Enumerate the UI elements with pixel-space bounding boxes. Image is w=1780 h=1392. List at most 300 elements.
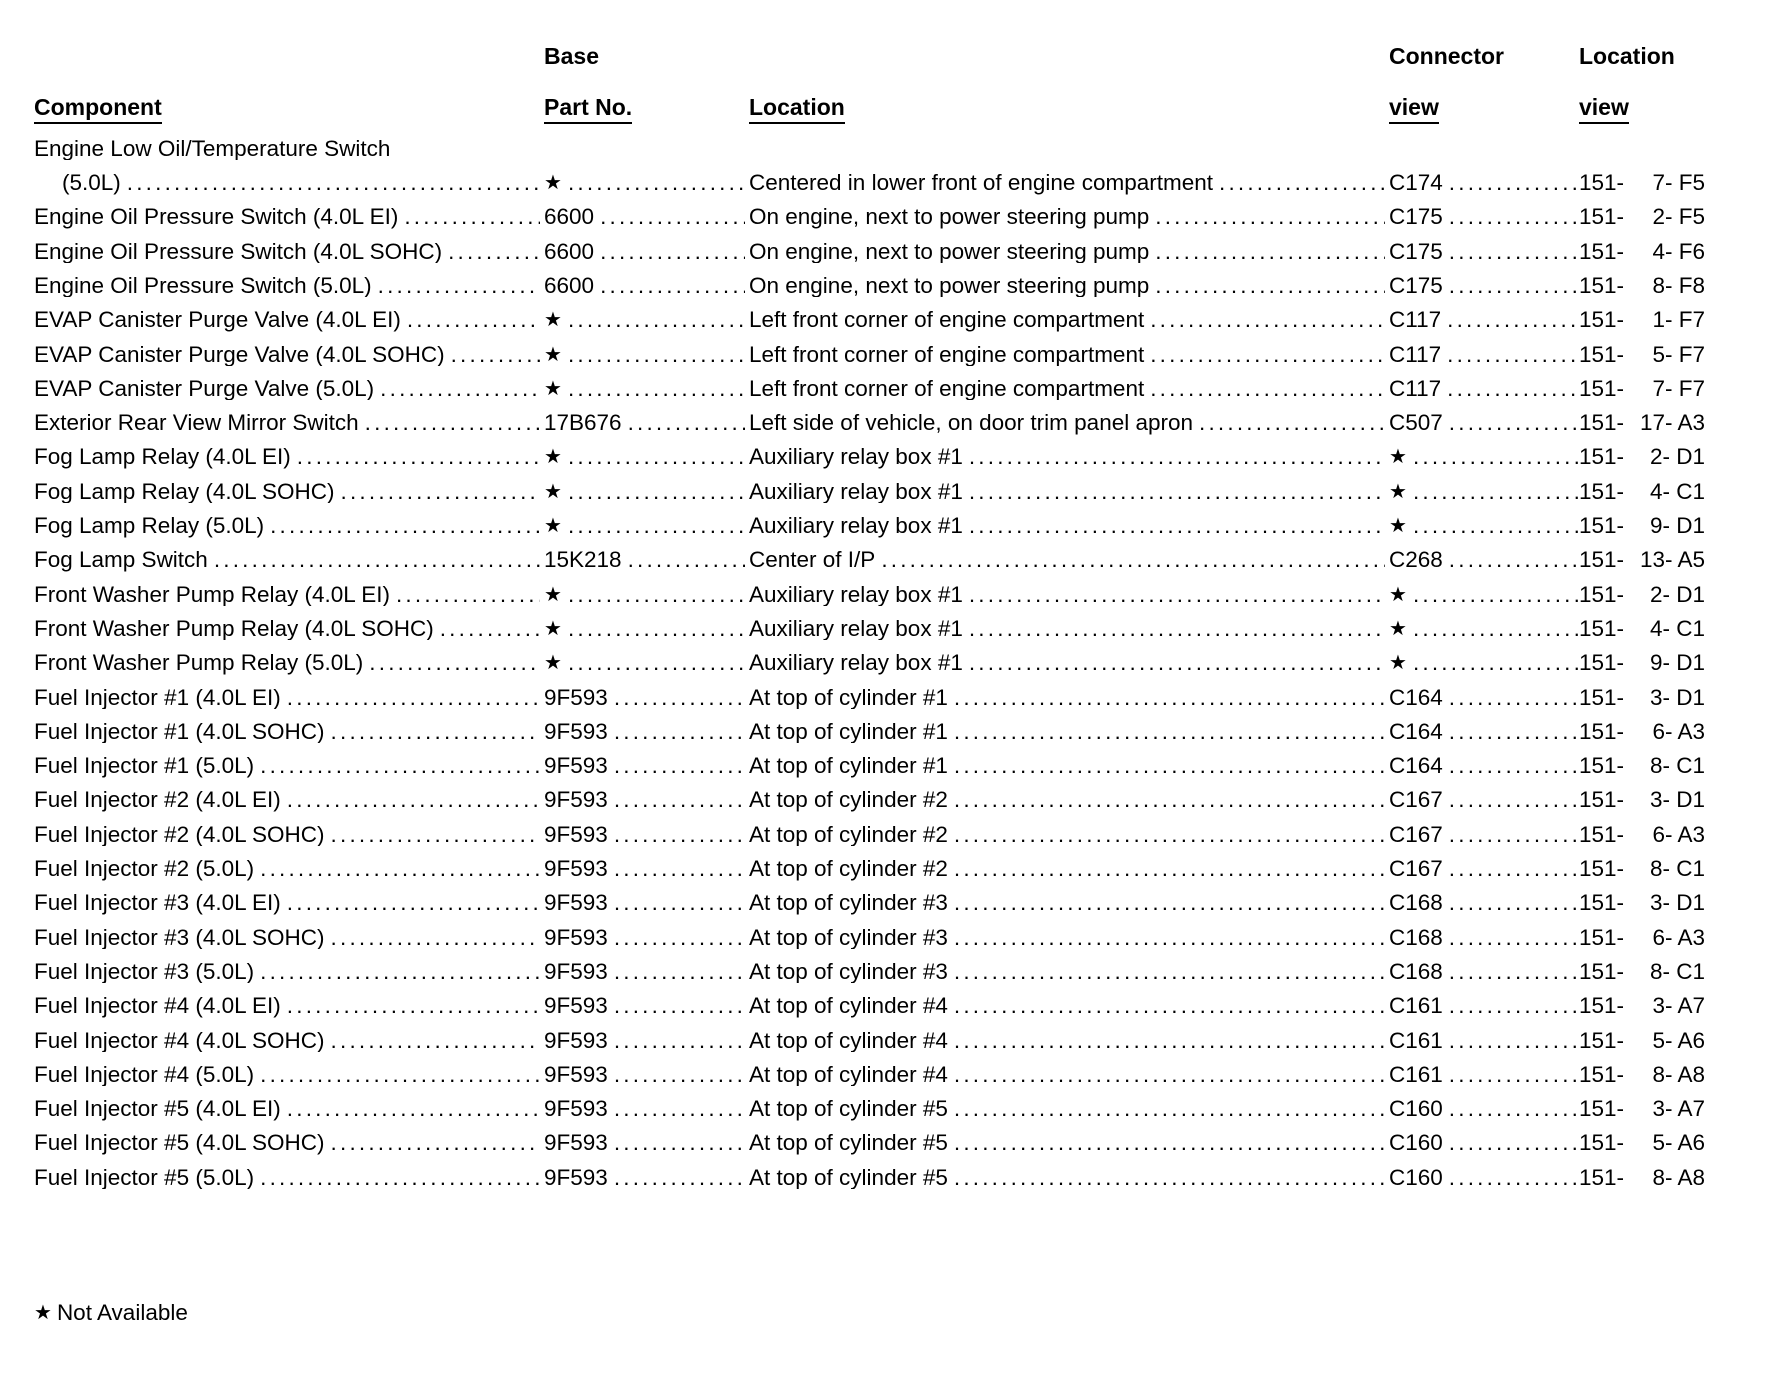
cell-base-part-no-content: [544, 924, 749, 950]
cell-component: [34, 778, 544, 812]
leader-dots: [341, 481, 540, 504]
cell-connector-view-text: C507: [1389, 410, 1443, 435]
table-row: [34, 1155, 1724, 1189]
leader-dots: [1449, 275, 1579, 298]
location-view-value: [1579, 272, 1724, 298]
cell-location-view: [1579, 675, 1724, 709]
location-view-page: 151-: [1579, 1096, 1625, 1121]
column-header-component: [34, 18, 544, 126]
cell-base-part-no-text: 9F593: [544, 1096, 608, 1121]
cell-location-content: [749, 858, 1389, 881]
location-view-page: 151-: [1579, 753, 1625, 778]
leader-dots: [1199, 412, 1385, 435]
cell-base-part-no-content: [544, 206, 749, 229]
location-view-value: [1579, 1061, 1724, 1087]
cell-connector-view: [1389, 1086, 1579, 1120]
cell-location-content: [749, 309, 1389, 332]
location-view-grid: 3- D1: [1649, 684, 1705, 710]
location-view-value: [1579, 309, 1724, 332]
cell-component-text: Engine Oil Pressure Switch (5.0L): [34, 272, 372, 298]
cell-component: [34, 846, 544, 880]
leader-dots: [1449, 858, 1579, 881]
cell-location: [749, 709, 1389, 743]
footnote: [34, 1300, 188, 1326]
cell-base-part-no-text: 17B676: [544, 410, 622, 435]
leader-dots: [404, 206, 540, 229]
cell-connector-view: [1389, 709, 1579, 743]
cell-connector-view-text: C174: [1389, 170, 1443, 195]
cell-connector-view: [1389, 297, 1579, 331]
cell-component-text: Fuel Injector #5 (4.0L SOHC): [34, 1130, 325, 1155]
cell-component-content: [34, 206, 544, 229]
cell-location-view: [1579, 435, 1724, 469]
cell-connector-view-content: [1389, 272, 1579, 298]
cell-connector-view-text: C160: [1389, 1164, 1443, 1190]
cell-location-content: [749, 581, 1389, 607]
leader-dots: [1449, 206, 1579, 229]
column-header-location: [749, 18, 1389, 126]
cell-base-part-no-text: 9F593: [544, 1164, 608, 1190]
cell-component-text: Fuel Injector #3 (4.0L SOHC): [34, 924, 325, 950]
cell-connector-view: [1389, 503, 1579, 537]
leader-dots: [954, 1064, 1385, 1087]
cell-base-part-no: [544, 297, 749, 331]
cell-connector-view-content: [1389, 821, 1579, 847]
table-row: [34, 743, 1724, 777]
leader-dots: [1449, 1167, 1579, 1190]
leader-dots: [628, 412, 745, 435]
table-row: [34, 229, 1724, 263]
leader-dots: [614, 858, 745, 881]
star-icon: ★: [1389, 480, 1407, 503]
location-view-grid: 3- A7: [1652, 1096, 1705, 1121]
location-view-value: [1579, 615, 1724, 641]
star-icon: ★: [1389, 617, 1407, 640]
cell-connector-view: [1389, 640, 1579, 674]
leader-dots: [568, 309, 745, 332]
leader-dots: [1150, 378, 1385, 401]
location-view-page: 151-: [1579, 513, 1625, 538]
location-view-grid: 8- F8: [1652, 272, 1705, 298]
cell-base-part-no-text: 9F593: [544, 718, 608, 744]
cell-location-text: At top of cylinder #1: [749, 718, 948, 744]
cell-location: [749, 812, 1389, 846]
table-row: [34, 606, 1724, 640]
cell-base-part-no-text: 9F593: [544, 787, 608, 812]
cell-base-part-no: [544, 1086, 749, 1120]
cell-component: [34, 983, 544, 1017]
location-view-value: [1579, 1098, 1724, 1121]
cell-connector-view-content: [1389, 1164, 1579, 1190]
cell-connector-view-content: [1389, 1098, 1579, 1121]
cell-base-part-no: [544, 538, 749, 572]
cell-component-content: [34, 755, 544, 778]
location-view-value: [1579, 995, 1724, 1018]
cell-component-text: Fuel Injector #2 (4.0L SOHC): [34, 821, 325, 847]
cell-component: [34, 675, 544, 709]
cell-location-text: Left front corner of engine compartment: [749, 375, 1145, 401]
cell-connector-view: [1389, 160, 1579, 194]
leader-dots: [451, 344, 540, 367]
location-view-value: [1579, 206, 1724, 229]
cell-location-view: [1579, 400, 1724, 434]
cell-connector-view-content: [1389, 995, 1579, 1018]
cell-location-view: [1579, 743, 1724, 777]
cell-base-part-no: [544, 640, 749, 674]
leader-dots: [614, 721, 745, 744]
cell-component: [34, 160, 544, 194]
cell-location: [749, 1018, 1389, 1052]
cell-connector-view-text: C161: [1389, 1027, 1443, 1053]
cell-connector-view-text: [1389, 446, 1407, 469]
cell-connector-view-content: [1389, 515, 1579, 538]
cell-component-content: [34, 581, 544, 607]
cell-location-text: Auxiliary relay box #1: [749, 650, 963, 675]
cell-connector-view-text: C168: [1389, 890, 1443, 915]
table-row: [34, 846, 1724, 880]
cell-component-text: Fuel Injector #5 (5.0L): [34, 1164, 255, 1190]
cell-location-text: Auxiliary relay box #1: [749, 478, 963, 504]
leader-dots: [260, 858, 540, 881]
cell-base-part-no: [544, 195, 749, 229]
cell-base-part-no-content: [544, 821, 749, 847]
leader-dots: [1447, 309, 1579, 332]
cell-connector-view-content: [1389, 549, 1579, 572]
cell-base-part-no: [544, 709, 749, 743]
cell-base-part-no: [544, 1155, 749, 1189]
location-view-page: 151-: [1579, 684, 1625, 710]
cell-base-part-no: [544, 1052, 749, 1086]
cell-base-part-no-content: [544, 958, 749, 984]
cell-connector-view: [1389, 949, 1579, 983]
cell-connector-view-text: C161: [1389, 993, 1443, 1018]
cell-connector-view-content: [1389, 446, 1579, 469]
star-icon: ★: [544, 309, 562, 332]
star-icon: ★: [1389, 583, 1407, 606]
location-view-grid: 6- A3: [1652, 718, 1705, 744]
location-view-grid: 3- D1: [1649, 890, 1705, 915]
cell-base-part-no: [544, 400, 749, 434]
cell-component: [34, 606, 544, 640]
cell-location-content: [749, 238, 1389, 264]
cell-component-content: [34, 821, 544, 847]
table-row: [34, 400, 1724, 434]
cell-connector-view: [1389, 263, 1579, 297]
cell-connector-view-content: [1389, 924, 1579, 950]
star-icon: ★: [544, 583, 562, 606]
cell-component-content: [34, 375, 544, 401]
cell-component: [34, 949, 544, 983]
cell-base-part-no: [544, 160, 749, 194]
star-icon: ★: [1389, 446, 1407, 469]
cell-component: [34, 1121, 544, 1155]
column-header-locationview-line2: view: [1579, 95, 1629, 124]
cell-component: [34, 915, 544, 949]
location-view-value: [1579, 718, 1724, 744]
cell-location: [749, 297, 1389, 331]
leader-dots: [378, 275, 540, 298]
cell-component-text: EVAP Canister Purge Valve (4.0L EI): [34, 307, 401, 332]
cell-location-view: [1579, 606, 1724, 640]
cell-location: [749, 400, 1389, 434]
column-header-base-line1: Base: [544, 42, 599, 69]
leader-dots: [614, 1167, 745, 1190]
cell-base-part-no-content: [544, 238, 749, 264]
leader-dots: [954, 789, 1385, 812]
cell-base-part-no: [544, 846, 749, 880]
leader-dots: [969, 446, 1385, 469]
leader-dots: [1449, 824, 1579, 847]
leader-dots: [954, 995, 1385, 1018]
cell-connector-view: [1389, 675, 1579, 709]
cell-component-text: Fog Lamp Relay (4.0L EI): [34, 444, 291, 469]
location-view-grid: 4- C1: [1649, 615, 1705, 641]
cell-connector-view-content: [1389, 789, 1579, 812]
location-view-page: 151-: [1579, 718, 1625, 744]
cell-location-content: [749, 1098, 1389, 1121]
cell-connector-view-content: [1389, 172, 1579, 195]
leader-dots: [954, 1098, 1385, 1121]
cell-base-part-no-content: [544, 172, 749, 195]
location-view-page: 151-: [1579, 650, 1625, 675]
cell-base-part-no: [544, 915, 749, 949]
table-row: [34, 195, 1724, 229]
cell-base-part-no-content: [544, 1061, 749, 1087]
cell-base-part-no-text: 9F593: [544, 753, 608, 778]
leader-dots: [568, 344, 745, 367]
cell-component-text: Fuel Injector #4 (4.0L SOHC): [34, 1027, 325, 1053]
leader-dots: [331, 824, 540, 847]
cell-location-view: [1579, 297, 1724, 331]
location-view-grid: 2- F5: [1652, 204, 1705, 229]
leader-dots: [614, 1098, 745, 1121]
table-row: [34, 572, 1724, 606]
component-index-table: [34, 18, 1724, 1189]
location-view-value: [1579, 581, 1724, 607]
cell-location-view: [1579, 1155, 1724, 1189]
cell-base-part-no: [544, 1121, 749, 1155]
leader-dots: [969, 584, 1385, 607]
table-row: [34, 1018, 1724, 1052]
cell-connector-view-text: C160: [1389, 1130, 1443, 1155]
cell-location-content: [749, 615, 1389, 641]
cell-location-text: Left side of vehicle, on door trim panel apron: [749, 410, 1194, 435]
location-view-page: 151-: [1579, 204, 1625, 229]
leader-dots: [614, 995, 745, 1018]
leader-dots: [1150, 344, 1385, 367]
leader-dots: [260, 1064, 540, 1087]
leader-dots: [127, 172, 540, 195]
leader-dots: [260, 961, 540, 984]
cell-location: [749, 195, 1389, 229]
cell-location-text: Auxiliary relay box #1: [749, 581, 963, 607]
cell-component: [34, 126, 1724, 160]
cell-location-content: [749, 272, 1389, 298]
cell-base-part-no-text: [544, 172, 562, 195]
cell-base-part-no-text: [544, 378, 562, 401]
footnote-text: Not Available: [56, 1300, 188, 1325]
table-row: [34, 675, 1724, 709]
leader-dots: [1449, 995, 1579, 1018]
leader-dots: [954, 858, 1385, 881]
cell-location: [749, 263, 1389, 297]
cell-base-part-no: [544, 949, 749, 983]
leader-dots: [214, 549, 540, 572]
location-view-value: [1579, 652, 1724, 675]
location-view-grid: 6- A3: [1652, 821, 1705, 847]
cell-connector-view: [1389, 915, 1579, 949]
cell-component-content: [34, 789, 544, 812]
cell-location: [749, 332, 1389, 366]
cell-base-part-no-text: 9F593: [544, 1027, 608, 1053]
location-view-value: [1579, 515, 1724, 538]
cell-connector-view-content: [1389, 412, 1579, 435]
leader-dots: [600, 241, 745, 264]
column-header-connector-view: [1389, 18, 1579, 126]
leader-dots: [614, 927, 745, 950]
leader-dots: [380, 378, 540, 401]
cell-connector-view-content: [1389, 584, 1579, 607]
cell-location-view: [1579, 709, 1724, 743]
cell-component-content: [34, 1061, 544, 1087]
cell-base-part-no-text: 9F593: [544, 856, 608, 881]
table-header: [34, 18, 1724, 126]
cell-component-content: [34, 1164, 544, 1190]
cell-connector-view-text: C164: [1389, 718, 1443, 744]
location-view-page: 151-: [1579, 375, 1625, 401]
location-view-value: [1579, 1132, 1724, 1155]
table-body: [34, 126, 1724, 1189]
cell-location: [749, 1155, 1389, 1189]
star-icon: ★: [544, 617, 562, 640]
leader-dots: [1449, 892, 1579, 915]
cell-connector-view-content: [1389, 1132, 1579, 1155]
cell-connector-view-content: [1389, 1027, 1579, 1053]
cell-component-text: Fuel Injector #2 (5.0L): [34, 856, 255, 881]
leader-dots: [1449, 687, 1579, 710]
location-view-grid: 6- A3: [1652, 924, 1705, 950]
cell-location-text: At top of cylinder #5: [749, 1096, 948, 1121]
leader-dots: [1449, 1132, 1579, 1155]
star-icon: ★: [544, 446, 562, 469]
table-row: [34, 1052, 1724, 1086]
cell-location-view: [1579, 915, 1724, 949]
cell-location: [749, 983, 1389, 1017]
cell-location-text: Auxiliary relay box #1: [749, 444, 963, 469]
leader-dots: [369, 652, 540, 675]
cell-location-content: [749, 995, 1389, 1018]
location-view-value: [1579, 858, 1724, 881]
cell-base-part-no-content: [544, 1132, 749, 1155]
cell-component-content: [34, 924, 544, 950]
cell-location-text: At top of cylinder #3: [749, 958, 948, 984]
location-view-value: [1579, 172, 1724, 195]
cell-component-content: [34, 272, 544, 298]
cell-base-part-no-text: [544, 309, 562, 332]
leader-dots: [260, 1167, 540, 1190]
cell-component-text: Front Washer Pump Relay (4.0L EI): [34, 581, 390, 607]
cell-base-part-no-text: 9F593: [544, 958, 608, 984]
leader-dots: [1413, 618, 1579, 641]
cell-component-text: Front Washer Pump Relay (4.0L SOHC): [34, 615, 434, 641]
cell-location: [749, 469, 1389, 503]
cell-base-part-no: [544, 1018, 749, 1052]
leader-dots: [1155, 206, 1385, 229]
cell-location-content: [749, 958, 1389, 984]
cell-location: [749, 1121, 1389, 1155]
table-row: [34, 949, 1724, 983]
location-view-value: [1579, 1027, 1724, 1053]
cell-connector-view-content: [1389, 755, 1579, 778]
cell-base-part-no-text: 9F593: [544, 1130, 608, 1155]
leader-dots: [969, 652, 1385, 675]
cell-base-part-no-content: [544, 1164, 749, 1190]
location-view-grid: 2- D1: [1649, 581, 1705, 607]
cell-base-part-no-content: [544, 549, 749, 572]
cell-location-text: Left front corner of engine compartment: [749, 307, 1145, 332]
cell-component: [34, 640, 544, 674]
cell-component-text: Exterior Rear View Mirror Switch: [34, 410, 359, 435]
cell-base-part-no-text: 9F593: [544, 890, 608, 915]
location-view-page: 151-: [1579, 856, 1625, 881]
cell-connector-view-text: C164: [1389, 753, 1443, 778]
leader-dots: [260, 755, 540, 778]
leader-dots: [568, 172, 745, 195]
location-view-value: [1579, 341, 1724, 367]
cell-location-view: [1579, 572, 1724, 606]
cell-component-text: Fuel Injector #5 (4.0L EI): [34, 1096, 281, 1121]
leader-dots: [1155, 275, 1385, 298]
location-view-grid: 5- F7: [1652, 341, 1705, 367]
cell-base-part-no-content: [544, 1027, 749, 1053]
leader-dots: [1449, 721, 1579, 744]
table-row: [34, 812, 1724, 846]
cell-connector-view-text: C164: [1389, 684, 1443, 710]
cell-connector-view-content: [1389, 309, 1579, 332]
cell-connector-view-text: C268: [1389, 547, 1443, 572]
cell-component-text: EVAP Canister Purge Valve (5.0L): [34, 375, 375, 401]
leader-dots: [331, 1132, 540, 1155]
cell-component: [34, 709, 544, 743]
cell-component-content: [34, 135, 1724, 161]
leader-dots: [1155, 241, 1385, 264]
cell-base-part-no-text: [544, 652, 562, 675]
cell-component-content: [34, 1132, 544, 1155]
cell-component-text: Engine Low Oil/Temperature Switch: [34, 135, 391, 161]
leader-dots: [881, 549, 1385, 572]
cell-location-view: [1579, 778, 1724, 812]
location-view-page: 151-: [1579, 547, 1625, 572]
leader-dots: [969, 481, 1385, 504]
location-view-value: [1579, 478, 1724, 504]
cell-component-content: [34, 958, 544, 984]
cell-location-view: [1579, 983, 1724, 1017]
cell-base-part-no-text: [544, 618, 562, 641]
cell-location-view: [1579, 160, 1724, 194]
star-icon: ★: [544, 515, 562, 538]
cell-location-view: [1579, 469, 1724, 503]
cell-location-content: [749, 478, 1389, 504]
cell-component: [34, 195, 544, 229]
cell-location-view: [1579, 1052, 1724, 1086]
cell-location-text: Center of I/P: [749, 547, 876, 572]
cell-component-text: EVAP Canister Purge Valve (4.0L SOHC): [34, 341, 445, 367]
location-view-grid: 8- C1: [1649, 856, 1705, 881]
location-view-value: [1579, 892, 1724, 915]
cell-connector-view-text: C168: [1389, 924, 1443, 950]
cell-location-text: At top of cylinder #4: [749, 1027, 948, 1053]
cell-component: [34, 1155, 544, 1189]
